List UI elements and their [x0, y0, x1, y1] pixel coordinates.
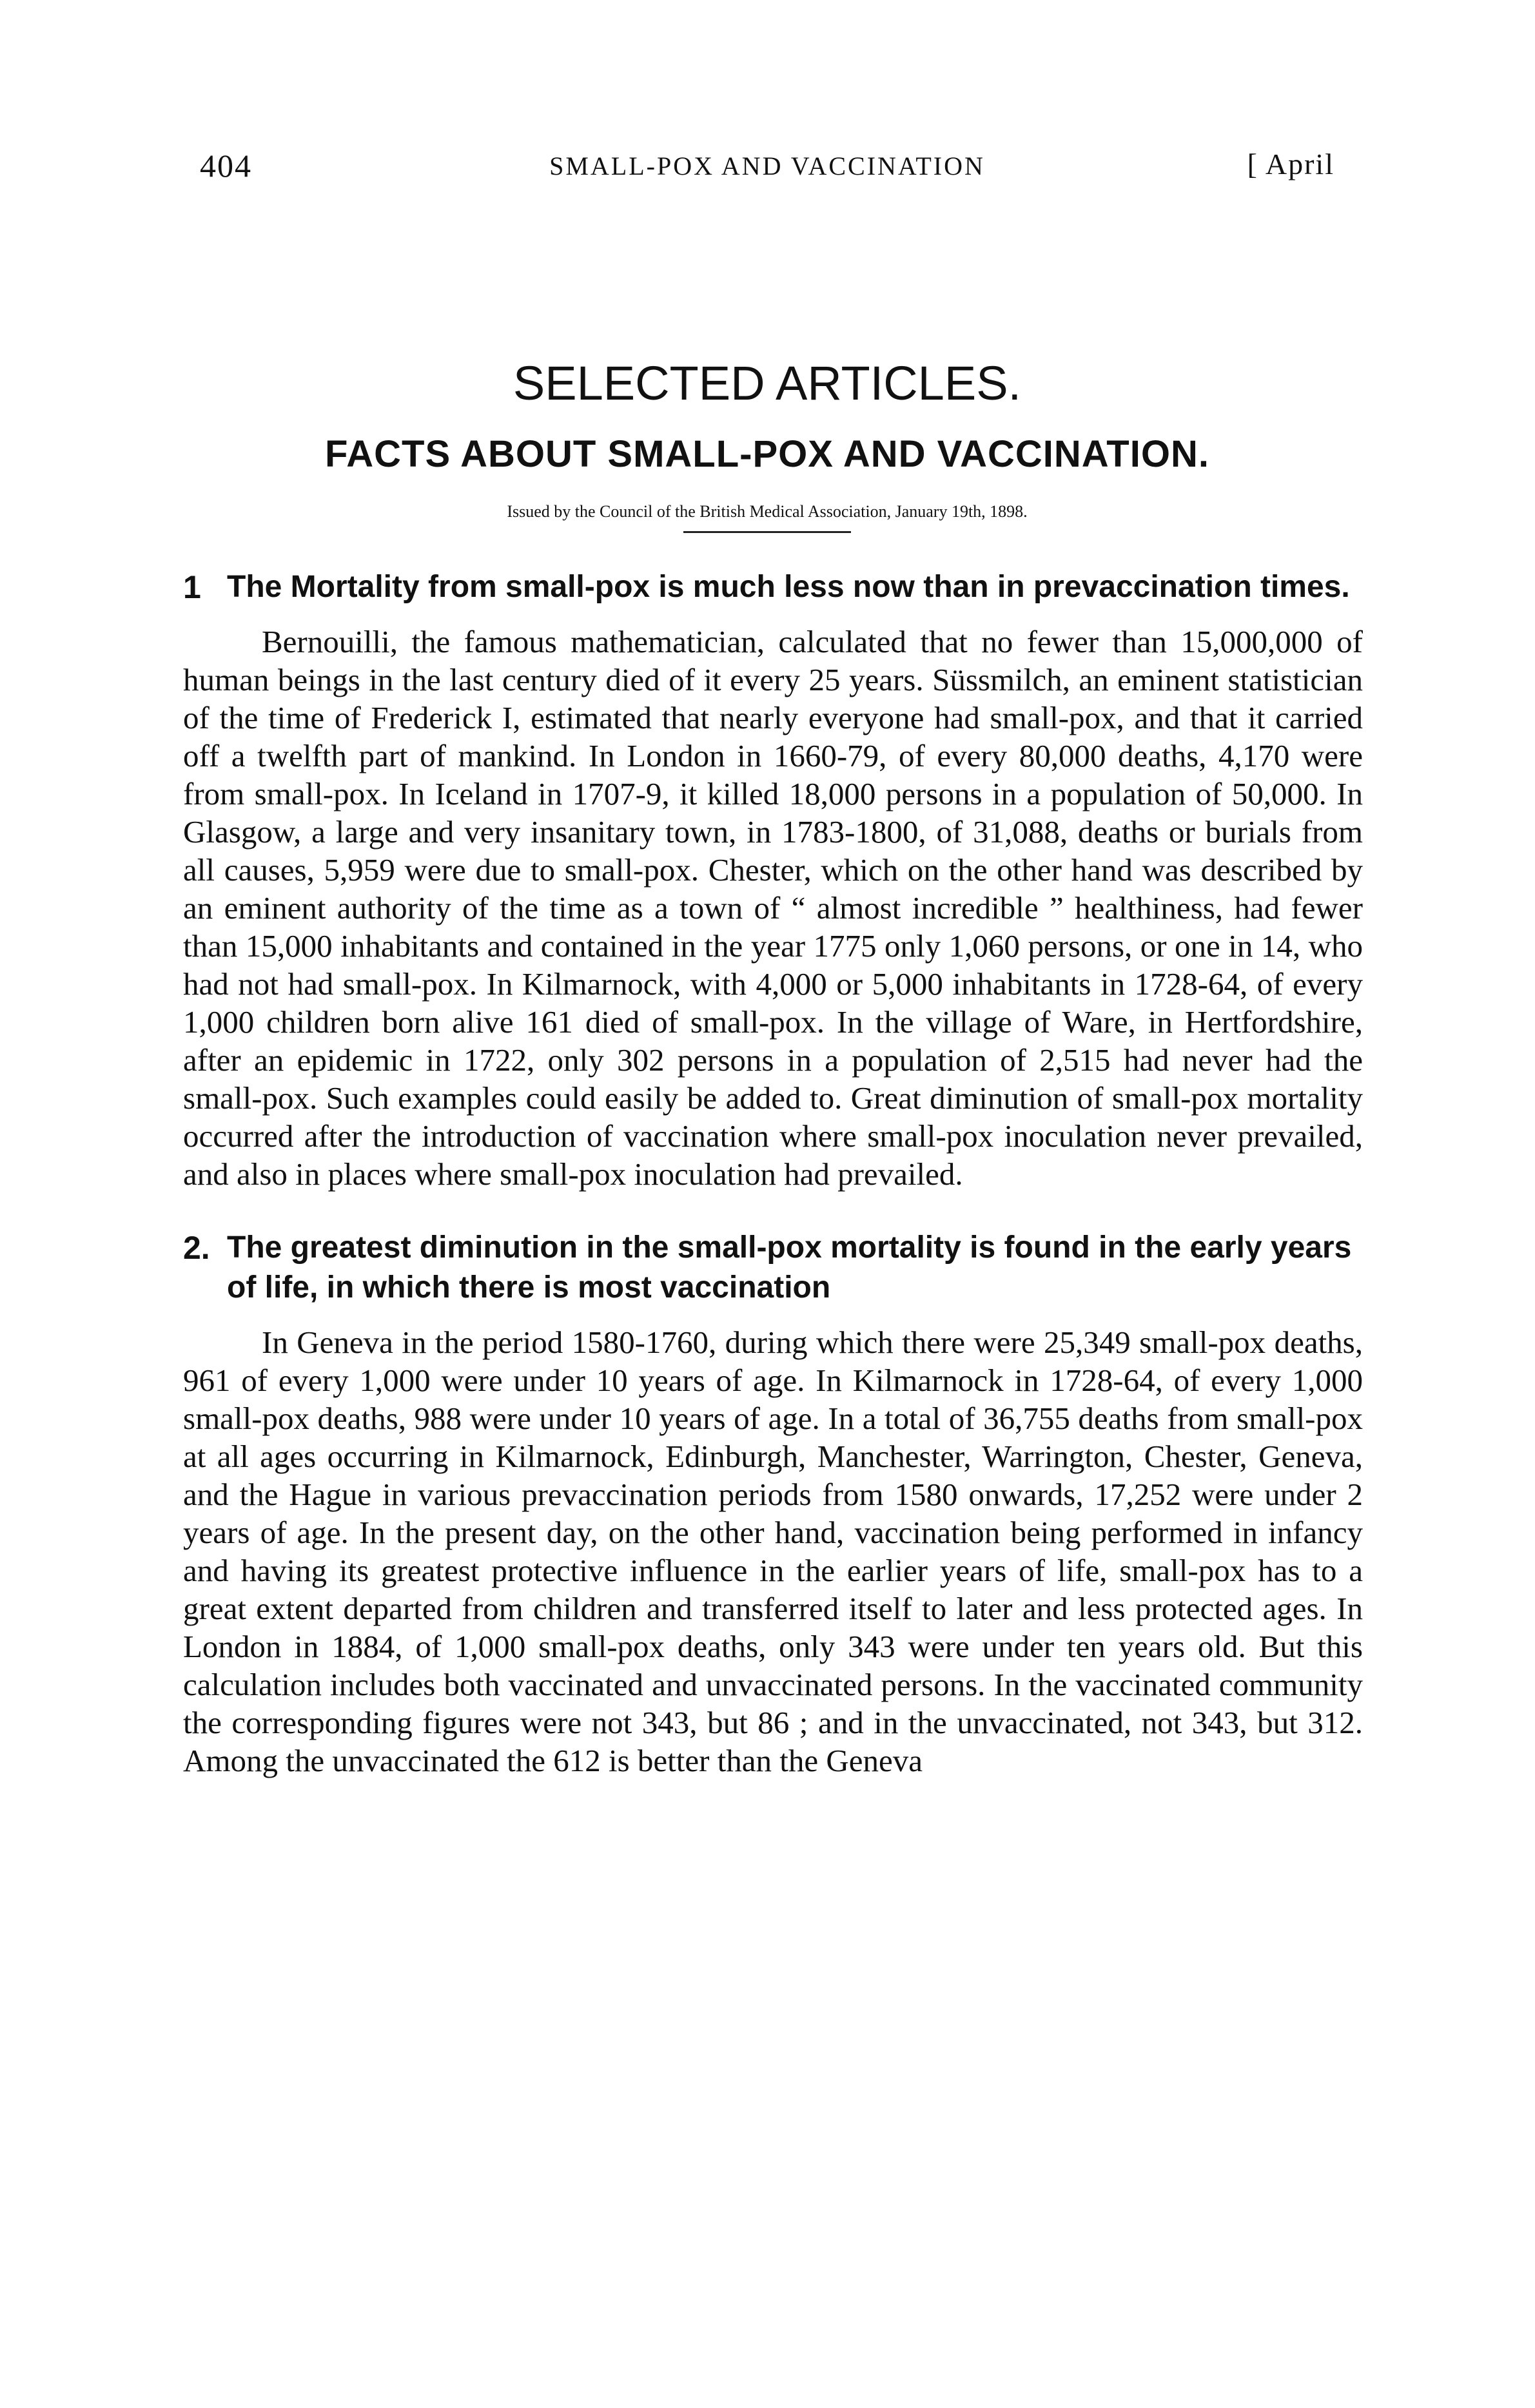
article-headings — [187, 348, 1347, 533]
running-head-month: [ April — [1247, 148, 1335, 180]
running-head — [200, 147, 1335, 192]
article-body — [183, 567, 1363, 1780]
point-number: 2. — [183, 1230, 210, 1266]
point-paragraph: Bernouilli, the famous mathematician, calculated that no fewer than 15,000,000 of human beings in the last century died of it every 25 years. Süssmilch, an eminent statistician of the time of Frederick I, estimated that nearly everyone had small-pox, and that it carried off a twelfth part of mankind. In London in 1660-79, of every 80,000 deaths, 4,170 were from small-pox. In Iceland in 1707-9, it killed 18,000 persons in a population of 50,000. In Glasgow, a large and very insanitary town, in 1783-1800, of 31,088, deaths or burials from all causes, 5,959 were due to small-pox. Chester, which on the other hand was described by an eminent authority of the time as a town of “ almost incredible ” healthiness, had fewer than 15,000 inhabitants and contained in the year 1775 only 1,060 persons, or one in 14, who had not had small-pox. In Kilmarnock, with 4,000 or 5,000 inhabitants in 1728-64, of every 1,000 children born alive 161 died of small-pox. In the village of Ware, in Hertfordshire, after an epidemic in 1722, only 302 persons in a population of 2,515 had never had the small-pox. Such examples could easily be added to. Great diminution of small-pox mortality occurred after the introduction of vaccination where small-pox inoculation never prevailed, and also in places where small-pox inoculation had prevailed. — [183, 624, 1363, 1192]
divider — [683, 531, 851, 533]
page-number: 404 — [200, 148, 252, 184]
point-1 — [183, 567, 1363, 1193]
point-heading: The greatest diminution in the small-pox mortality is found in the early years of life, in which there is most vaccination — [227, 1230, 1352, 1305]
point-body — [183, 567, 1363, 1193]
article-title: FACTS ABOUT SMALL-POX AND VACCINATION. — [325, 433, 1209, 475]
point-number: 1 — [183, 569, 201, 605]
section-title: SELECTED ARTICLES. — [513, 356, 1022, 410]
running-head-title: SMALL-POX AND VACCINATION — [549, 151, 985, 180]
point-paragraph: In Geneva in the period 1580-1760, during which there were 25,349 small-pox deaths, 961 of every 1,000 were under 10 years of age. In Kilmarnock in 1728-64, of every 1,000 small-pox deaths, 988 were under 10 years of age. In a total of 36,755 deaths from small-pox at all ages occurring in Kilmarnock, Edinburgh, Manchester, Warrington, Chester, Geneva, and the Hague in various prevaccination periods from 1580 onwards, 17,252 were under 2 years of age. In the present day, on the other hand, vaccination being performed in infancy and having its greatest protective influence in the earlier years of life, small-pox has to a great extent departed from children and transferred itself to later and less protected ages. In London in 1884, of 1,000 small-pox deaths, only 343 were under ten years old. But this calculation includes both vaccinated and unvaccinated persons. In the vaccinated community the corresponding figures were not 343, but 86 ; and in the unvaccinated, not 343, but 312. Among the unvaccinated the 612 is better than the Geneva — [183, 1325, 1363, 1778]
point-2 — [183, 1228, 1363, 1780]
issued-note: Issued by the Council of the British Medical Association, January 19th, 1898. — [507, 502, 1028, 521]
point-heading: The Mortality from small-pox is much less now than in prevaccination times. — [227, 570, 1350, 604]
point-body — [183, 1228, 1363, 1780]
